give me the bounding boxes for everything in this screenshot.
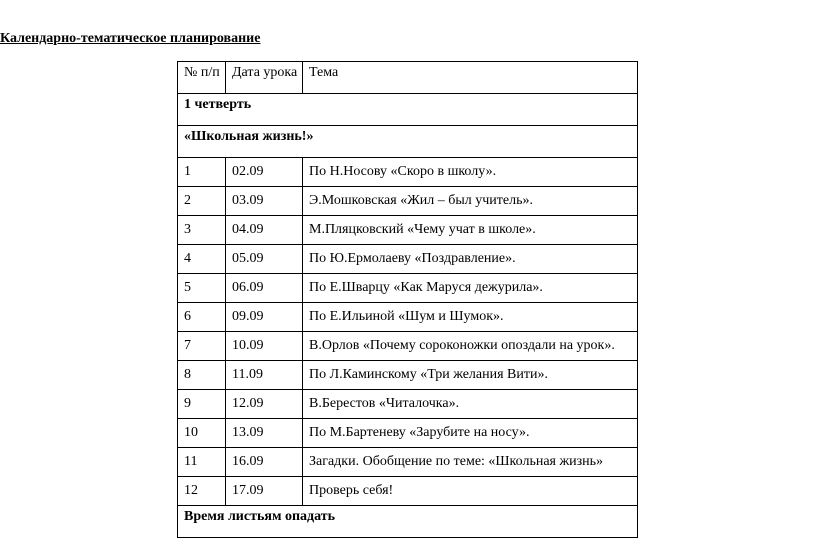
section-row (178, 506, 638, 538)
table-row (178, 332, 638, 361)
table-row (178, 448, 638, 477)
lesson-topic: По Н.Носову «Скоро в школу». (303, 158, 638, 187)
lesson-number: 10 (178, 419, 226, 448)
section-title-leaves: Время листьям опадать (178, 506, 638, 538)
lesson-topic: В.Орлов «Почему сороконожки опоздали на урок». (303, 332, 638, 361)
lesson-date: 16.09 (226, 448, 303, 477)
document-title: Календарно-тематическое планирование (0, 31, 261, 46)
table-row (178, 419, 638, 448)
lesson-plan-table (177, 61, 638, 538)
lesson-number: 9 (178, 390, 226, 419)
lesson-topic: По Е.Ильиной «Шум и Шумок». (303, 303, 638, 332)
lesson-number: 12 (178, 477, 226, 506)
quarter-row (178, 94, 638, 126)
lesson-number: 7 (178, 332, 226, 361)
lesson-topic: Проверь себя! (303, 477, 638, 506)
lesson-number: 3 (178, 216, 226, 245)
table-row (178, 361, 638, 390)
lesson-number: 5 (178, 274, 226, 303)
table-row (178, 216, 638, 245)
lesson-topic: По Л.Каминскому «Три желания Вити». (303, 361, 638, 390)
lesson-number: 4 (178, 245, 226, 274)
lesson-date: 10.09 (226, 332, 303, 361)
table-row (178, 158, 638, 187)
lesson-topic: Загадки. Обобщение по теме: «Школьная жизнь» (303, 448, 638, 477)
lesson-date: 03.09 (226, 187, 303, 216)
lesson-number: 8 (178, 361, 226, 390)
lesson-number: 11 (178, 448, 226, 477)
lesson-topic: По Ю.Ермолаеву «Поздравление». (303, 245, 638, 274)
table-row (178, 303, 638, 332)
lesson-date: 12.09 (226, 390, 303, 419)
table-row (178, 245, 638, 274)
table-row (178, 187, 638, 216)
table-header-row (178, 62, 638, 94)
lesson-date: 06.09 (226, 274, 303, 303)
lesson-date: 11.09 (226, 361, 303, 390)
lesson-topic: По М.Бартеневу «Зарубите на носу». (303, 419, 638, 448)
lesson-topic: По Е.Шварцу «Как Маруся дежурила». (303, 274, 638, 303)
lesson-topic: Э.Мошковская «Жил – был учитель». (303, 187, 638, 216)
table-row (178, 390, 638, 419)
lesson-number: 1 (178, 158, 226, 187)
quarter-label: 1 четверть (178, 94, 638, 126)
lesson-number: 6 (178, 303, 226, 332)
lesson-topic: М.Пляцковский «Чему учат в школе». (303, 216, 638, 245)
lesson-date: 17.09 (226, 477, 303, 506)
lesson-date: 05.09 (226, 245, 303, 274)
lesson-date: 09.09 (226, 303, 303, 332)
header-topic: Тема (303, 62, 638, 94)
lesson-date: 02.09 (226, 158, 303, 187)
header-number: № п/п (178, 62, 226, 94)
lesson-date: 04.09 (226, 216, 303, 245)
header-date: Дата урока (226, 62, 303, 94)
section-row (178, 126, 638, 158)
lesson-number: 2 (178, 187, 226, 216)
table-row (178, 274, 638, 303)
table-row (178, 477, 638, 506)
section-title-school-life: «Школьная жизнь!» (178, 126, 638, 158)
lesson-topic: В.Берестов «Читалочка». (303, 390, 638, 419)
lesson-date: 13.09 (226, 419, 303, 448)
